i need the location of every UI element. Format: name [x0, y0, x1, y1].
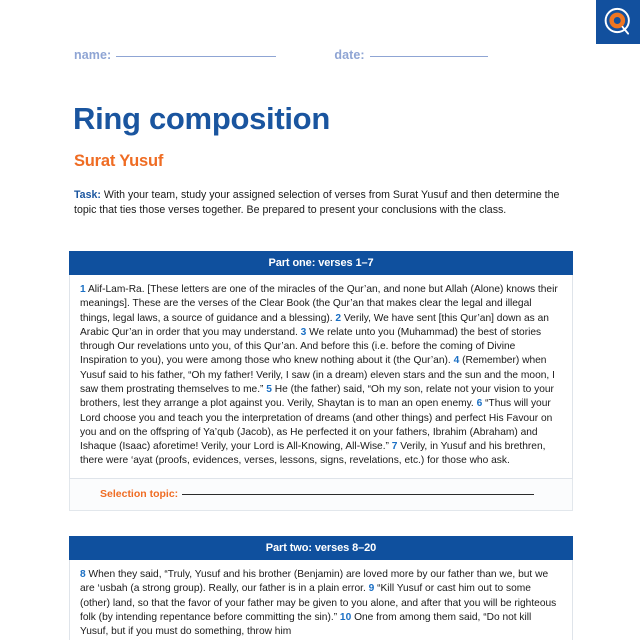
verse-number: 6	[476, 398, 483, 410]
verse-number: 2	[335, 312, 342, 324]
verse-text: When they said, “Truly, Yusuf and his brother (Benjamin) are loved more by our father than we, but we are ‘usbah (a strong group). Really, our father is in a plain error.	[80, 569, 549, 595]
section-part-one	[69, 251, 573, 511]
brand-logo	[596, 0, 640, 44]
date-blank-field[interactable]	[370, 56, 488, 57]
verse-text: Alif-Lam-Ra. [These letters are one of the miracles of the Qur’an, and none but Allah (Alone) knows their meanings]. These are the verses of the Clear Book (the Qur’an that makes clear the legal and illegal things, legal laws, a source of guidance and a blessing).	[80, 284, 558, 324]
task-label: Task:	[74, 189, 101, 201]
section-one-header: Part one: verses 1–7	[69, 251, 573, 275]
date-label: date:	[334, 48, 365, 62]
verse-number: 8	[80, 569, 86, 580]
verse-text: “Thus will your Lord choose you and teach you the interpretation of dreams (and other things) and perfect His Favour on you and on the offspring of Ya’qub (Jacob), as He perfected it on your fathers, Ibrahim (Abraham) and Ishaque (Isaac) aforetime! Verily, your Lord is All-Knowing, All-Wise.”	[80, 398, 553, 453]
page-subtitle: Surat Yusuf	[74, 152, 164, 170]
name-label: name:	[74, 48, 112, 62]
section-two-body	[69, 560, 573, 640]
verse-number: 7	[391, 441, 398, 453]
name-blank-field[interactable]	[116, 56, 276, 57]
verse-text: (Remember) when Yusuf said to his father, “Oh my father! Verily, I saw (in a dream) eleven stars and the sun and the moon, I saw them prostrating themselves to me.”	[80, 355, 555, 395]
task-text: With your team, study your assigned selection of verses from Surat Yusuf and then determine the topic that ties those verses together. Be prepared to present your conclusions with the class.	[74, 189, 560, 217]
verse-number: 5	[266, 383, 272, 395]
verse-text: Verily, in Yusuf and his brethren, there were ‘ayat (proofs, evidences, verses, lessons, signs, revelations, etc.) for those who ask.	[80, 441, 546, 467]
section-two-header: Part two: verses 8–20	[69, 536, 573, 560]
section-part-two	[69, 536, 573, 640]
verse-number: 4	[453, 355, 460, 367]
section-one-topic-row	[69, 479, 573, 511]
verse-number: 3	[300, 326, 307, 338]
verse-number: 10	[339, 611, 352, 623]
verse-text: Verily, We have sent [this Qur’an] down as an Arabic Qur’an in order that you may understand.	[80, 312, 549, 338]
verse-text: We relate unto you (Muhammad) the best of stories through Our revelations unto you, of this Qur’an. And before this (i.e. before the coming of Divine Inspiration to you), you were among those who knew nothing about it (the Qur’an).	[80, 326, 542, 367]
selection-topic-blank-field[interactable]	[182, 494, 534, 495]
quran-q-icon	[603, 7, 633, 37]
name-date-row	[74, 48, 574, 62]
verse-number: 9	[368, 583, 375, 595]
verse-number: 1	[80, 284, 86, 295]
verse-text: He (the father) said, “Oh my son, relate not your vision to your brothers, lest they arrange a plot against you. Verily, Shaytan is to man an open enemy.	[80, 383, 554, 410]
verse-text: One from among them said, “Do not kill Yusuf, but if you must do something, throw him	[80, 611, 532, 638]
selection-topic-label: Selection topic:	[100, 487, 179, 500]
verse-text: “Kill Yusuf or cast him out to some (other) land, so that the favor of your father may be given to you alone, and after that you will be righteous folk (by intending repentance before committing the sin).”	[80, 583, 557, 623]
page-title: Ring composition	[73, 101, 330, 136]
section-one-body	[69, 275, 573, 479]
task-paragraph	[74, 188, 566, 218]
